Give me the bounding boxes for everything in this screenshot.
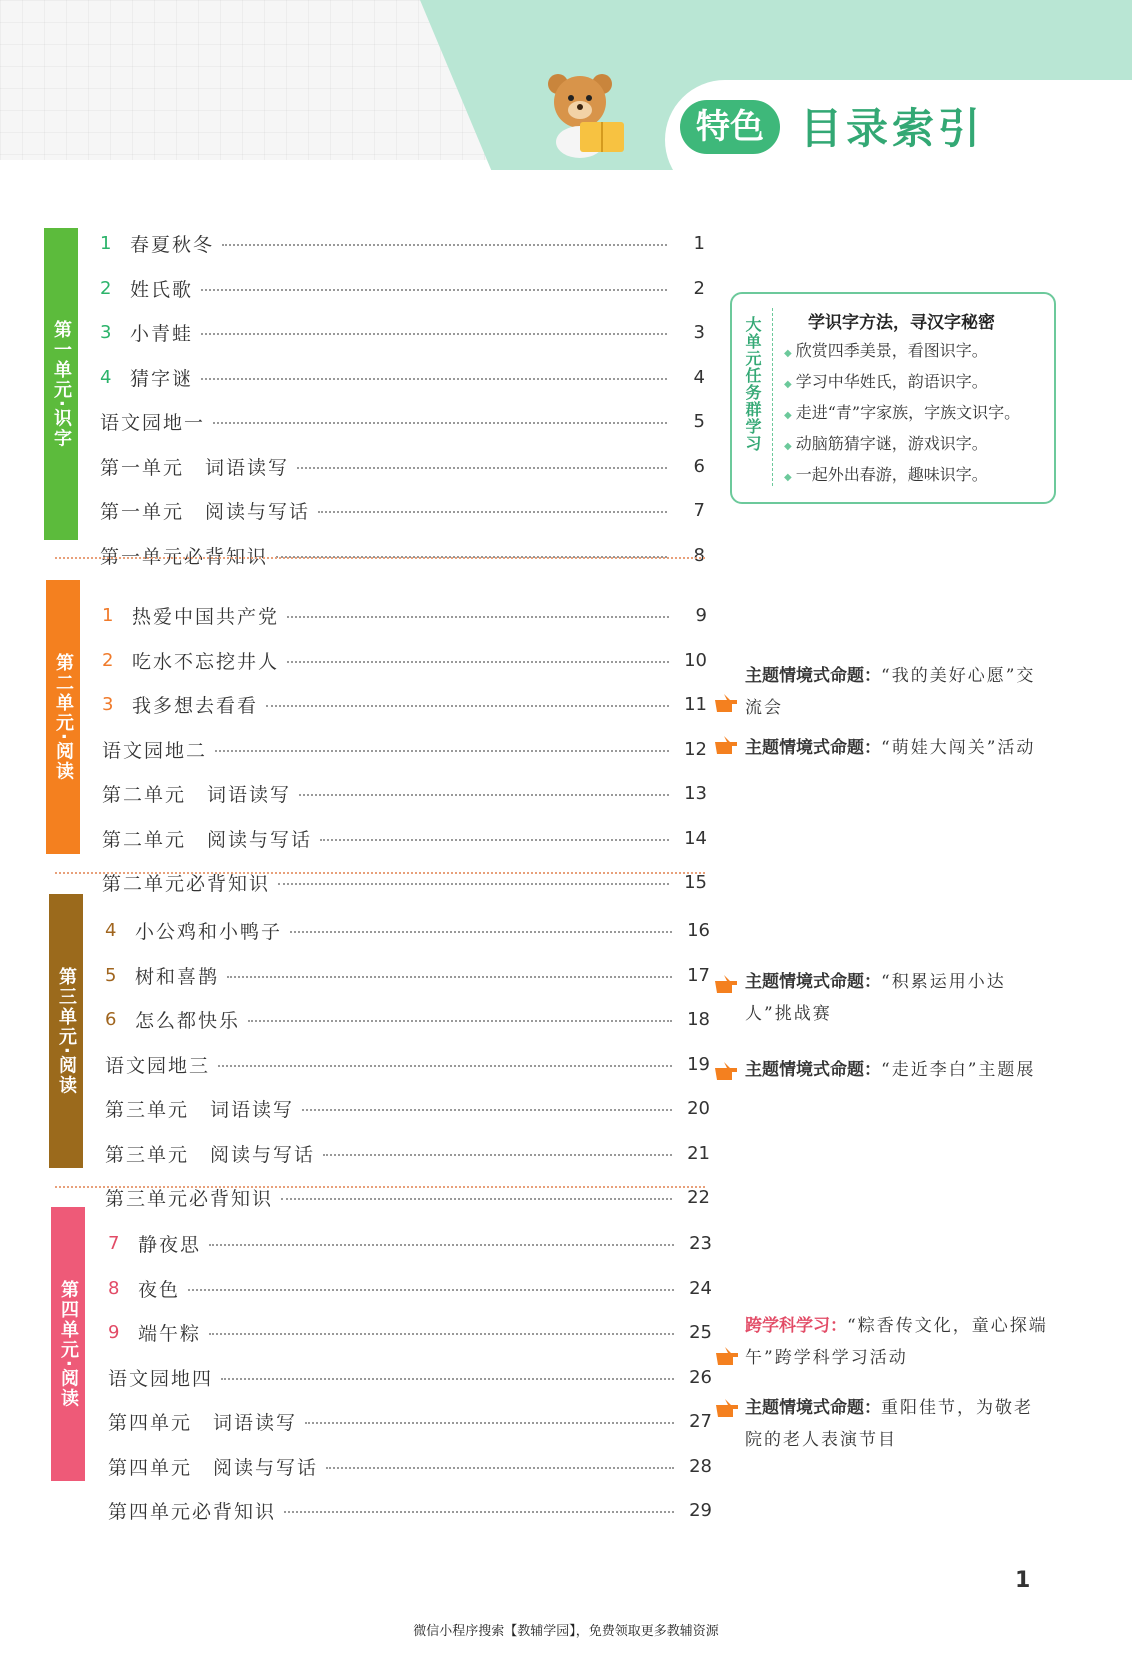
page-ref: 17 <box>687 964 710 986</box>
lesson-number: 1 <box>100 232 112 254</box>
toc-title: 猜字谜 <box>130 367 194 390</box>
toc-entry[interactable] <box>108 1407 712 1435</box>
toc-title: 第一单元 词语读写 <box>100 456 290 479</box>
toc-entry[interactable] <box>108 1229 712 1257</box>
leader-dots <box>201 289 667 291</box>
toc-title: 第二单元必背知识 <box>102 872 271 895</box>
leader-dots <box>305 1422 674 1424</box>
leader-dots <box>209 1244 674 1246</box>
leader-dots <box>188 1289 674 1291</box>
toc-title: 语文园地三 <box>105 1054 211 1077</box>
lesson-number: 7 <box>108 1232 120 1254</box>
page-ref: 4 <box>693 366 705 388</box>
lesson-number: 2 <box>102 649 114 671</box>
toc-entry[interactable] <box>105 916 710 944</box>
title-badge: 特色 <box>680 100 780 154</box>
toc-entry[interactable] <box>108 1452 712 1480</box>
theme-note-4: 主题情境式命题：“走近李白”主题展 <box>745 1060 1036 1080</box>
page-ref: 25 <box>689 1321 712 1343</box>
page-title: 目录索引 <box>800 104 985 153</box>
lesson-number: 2 <box>100 277 112 299</box>
theme-note-1: 主题情境式命题：“我的美好心愿”交流会 <box>745 666 1036 718</box>
page-ref: 2 <box>693 277 705 299</box>
leader-dots <box>213 422 667 424</box>
leader-dots <box>222 244 667 246</box>
box-divider <box>772 308 773 486</box>
toc-title: 语文园地四 <box>108 1367 214 1390</box>
page-number: 1 <box>1015 1568 1031 1593</box>
page-ref: 12 <box>684 738 707 760</box>
leader-dots <box>227 976 672 978</box>
leader-dots <box>209 1333 674 1335</box>
page-ref: 9 <box>695 604 707 626</box>
toc-title: 端午粽 <box>138 1322 202 1345</box>
toc-entry[interactable] <box>108 1318 712 1346</box>
page-ref: 11 <box>684 693 707 715</box>
toc-title: 夜色 <box>138 1278 181 1301</box>
task-item: ◆ 欣赏四季美景，看图识字。 <box>784 341 988 360</box>
toc-title: 小青蛙 <box>130 322 194 345</box>
toc-title: 第四单元 阅读与写话 <box>108 1456 319 1479</box>
page-ref: 16 <box>687 919 710 941</box>
theme-note-2: 主题情境式命题：“萌娃大闯关”活动 <box>745 738 1036 758</box>
lesson-number: 4 <box>105 919 117 941</box>
page-ref: 13 <box>684 782 707 804</box>
toc-title: 第四单元 词语读写 <box>108 1411 298 1434</box>
toc-entry[interactable] <box>100 363 705 391</box>
pointing-hand-icon <box>714 1345 740 1367</box>
lesson-number: 3 <box>100 321 112 343</box>
toc-entry[interactable] <box>102 824 707 852</box>
toc-title: 春夏秋冬 <box>130 233 215 256</box>
toc-entry[interactable] <box>108 1274 712 1302</box>
leader-dots <box>221 1378 674 1380</box>
leader-dots <box>284 1511 674 1513</box>
page-ref: 26 <box>689 1366 712 1388</box>
toc-title: 第二单元 词语读写 <box>102 783 292 806</box>
lesson-number: 3 <box>102 693 114 715</box>
toc-title: 吃水不忘挖井人 <box>132 650 280 673</box>
page-ref: 7 <box>693 499 705 521</box>
page-ref: 27 <box>689 1410 712 1432</box>
leader-dots <box>201 378 667 380</box>
page-ref: 28 <box>689 1455 712 1477</box>
page-ref: 21 <box>687 1142 710 1164</box>
pointing-hand-icon <box>713 734 739 756</box>
pointing-hand-icon <box>713 1060 739 1082</box>
toc-title: 语文园地二 <box>102 739 208 762</box>
page-ref: 22 <box>687 1186 710 1208</box>
page-ref: 10 <box>684 649 707 671</box>
page-ref: 1 <box>693 232 705 254</box>
pointing-hand-icon <box>713 692 739 714</box>
leader-dots <box>287 661 669 663</box>
task-item: ◆ 一起外出春游，趣味识字。 <box>784 465 988 484</box>
toc-title: 怎么都快乐 <box>135 1009 241 1032</box>
toc-entry[interactable] <box>102 779 707 807</box>
leader-dots <box>281 1198 672 1200</box>
page-ref: 19 <box>687 1053 710 1075</box>
lesson-number: 5 <box>105 964 117 986</box>
lesson-number: 4 <box>100 366 112 388</box>
toc-entry[interactable] <box>100 229 705 257</box>
toc-title: 第三单元 阅读与写话 <box>105 1143 316 1166</box>
pointing-hand-icon <box>714 1397 740 1419</box>
toc-entry[interactable] <box>108 1496 712 1524</box>
toc-entry[interactable] <box>105 1094 710 1122</box>
page-ref: 15 <box>684 871 707 893</box>
leader-dots <box>302 1109 672 1111</box>
unit-2-label: 第二单元·阅读 <box>46 580 80 854</box>
leader-dots <box>326 1467 674 1469</box>
leader-dots <box>218 1065 672 1067</box>
leader-dots <box>201 333 667 335</box>
lesson-number: 1 <box>102 604 114 626</box>
toc-entry[interactable] <box>105 1050 710 1078</box>
pointing-hand-icon <box>713 973 739 995</box>
toc-title: 第一单元 阅读与写话 <box>100 500 311 523</box>
cross-subject-note: 跨学科学习：“粽香传文化，童心探端午”跨学科学习活动 <box>745 1316 1048 1368</box>
toc-entry[interactable] <box>100 452 705 480</box>
leader-dots <box>318 511 667 513</box>
task-group-tag: 大单元任务群学习 <box>743 316 762 452</box>
page-ref: 24 <box>689 1277 712 1299</box>
page-ref: 3 <box>693 321 705 343</box>
leader-dots <box>215 750 669 752</box>
page-ref: 29 <box>689 1499 712 1521</box>
leader-dots <box>266 705 669 707</box>
toc-entry[interactable] <box>100 274 705 302</box>
toc-title: 热爱中国共产党 <box>132 605 280 628</box>
unit-divider <box>55 872 705 874</box>
leader-dots <box>290 931 672 933</box>
leader-dots <box>287 616 669 618</box>
toc-title: 第二单元 阅读与写话 <box>102 828 313 851</box>
page-ref: 14 <box>684 827 707 849</box>
leader-dots <box>278 883 669 885</box>
leader-dots <box>297 467 667 469</box>
unit-1-label: 第一单元·识字 <box>44 228 78 540</box>
toc-entry[interactable] <box>102 646 707 674</box>
toc-title: 第一单元必背知识 <box>100 545 269 568</box>
leader-dots <box>320 839 669 841</box>
page-ref: 23 <box>689 1232 712 1254</box>
toc-entry[interactable] <box>100 407 705 435</box>
toc-title: 姓氏歌 <box>130 278 194 301</box>
toc-title: 语文园地一 <box>100 411 206 434</box>
toc-title: 树和喜鹊 <box>135 965 220 988</box>
toc-title: 静夜思 <box>138 1233 202 1256</box>
toc-entry[interactable] <box>105 961 710 989</box>
toc-title: 第三单元必背知识 <box>105 1187 274 1210</box>
toc-entry[interactable] <box>108 1363 712 1391</box>
toc-entry[interactable] <box>100 496 705 524</box>
bear-reading-icon <box>530 70 640 160</box>
toc-title: 第三单元 词语读写 <box>105 1098 295 1121</box>
task-item: ◆ 走进“青”字家族，字族文识字。 <box>784 403 1021 422</box>
task-group-box <box>730 292 1056 504</box>
page-ref: 5 <box>693 410 705 432</box>
toc-entry[interactable] <box>102 601 707 629</box>
leader-dots <box>248 1020 672 1022</box>
toc-entry[interactable] <box>100 318 705 346</box>
toc-entry[interactable] <box>102 690 707 718</box>
page-ref: 6 <box>693 455 705 477</box>
toc-title: 第四单元必背知识 <box>108 1500 277 1523</box>
task-item: ◆ 学习中华姓氏，韵语识字。 <box>784 372 988 391</box>
unit-divider <box>55 1186 705 1188</box>
lesson-number: 6 <box>105 1008 117 1030</box>
toc-title: 我多想去看看 <box>132 694 259 717</box>
toc-entry[interactable] <box>105 1139 710 1167</box>
toc-title: 小公鸡和小鸭子 <box>135 920 283 943</box>
page-ref: 8 <box>693 544 705 566</box>
page-ref: 20 <box>687 1097 710 1119</box>
toc-entry[interactable] <box>105 1005 710 1033</box>
leader-dots <box>323 1154 672 1156</box>
task-group-title: 学识字方法，寻汉字秘密 <box>808 313 995 333</box>
unit-3-label: 第三单元·阅读 <box>49 894 83 1168</box>
unit-divider <box>55 557 705 559</box>
task-item: ◆ 动脑筋猜字谜，游戏识字。 <box>784 434 988 453</box>
theme-note-5: 主题情境式命题：重阳佳节，为敬老院的老人表演节目 <box>745 1398 1033 1450</box>
lesson-number: 8 <box>108 1277 120 1299</box>
leader-dots <box>299 794 669 796</box>
lesson-number: 9 <box>108 1321 120 1343</box>
toc-entry[interactable] <box>102 735 707 763</box>
theme-note-3: 主题情境式命题：“积累运用小达人”挑战赛 <box>745 972 1006 1024</box>
page-ref: 18 <box>687 1008 710 1030</box>
unit-4-label: 第四单元·阅读 <box>51 1207 85 1481</box>
footer-text: 微信小程序搜索【教辅学园】，免费领取更多教辅资源 <box>413 1623 719 1638</box>
toc-entry[interactable] <box>100 541 705 569</box>
